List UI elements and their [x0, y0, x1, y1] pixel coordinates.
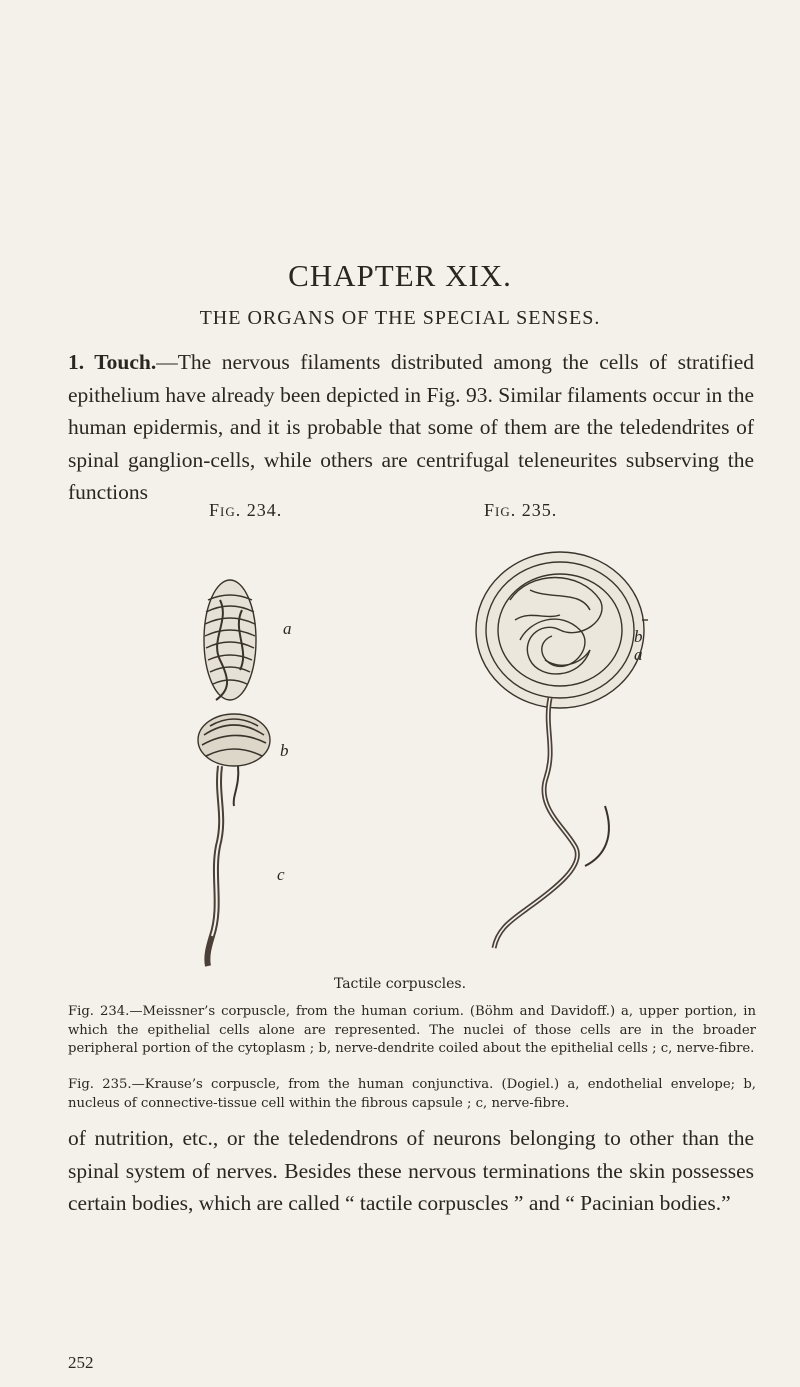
fig234-label-a: a	[283, 619, 292, 638]
fig234-label-b: b	[280, 741, 289, 760]
caption-fig-235: Fig. 235.—Krause’s corpuscle, from the human conjunctiva. (Dogiel.) a, endothelial envelope; b, nucleus of connective-tissue cell within the fibrous capsule ; c, nerve-fibre.	[68, 1077, 756, 1111]
fig235-label-a: a	[634, 645, 643, 664]
paragraph-touch	[68, 346, 754, 509]
paragraph-continuation: of nutrition, etc., or the teledendrons of neurons belonging to other than the spinal system of nerves. Besides these nervous terminations the skin possesses certain bodies, which are called “ tactile corpuscles ” and “ Pacinian bodies.”	[68, 1126, 754, 1215]
fig234-label-c: c	[277, 865, 285, 884]
paragraph-lead: 1. Touch.	[68, 350, 157, 374]
section-title: THE ORGANS OF THE SPECIAL SENSES.	[199, 307, 601, 329]
fig235-label-b: b	[634, 627, 643, 646]
page-number: 252	[68, 1353, 94, 1372]
chapter-heading: CHAPTER XIX.	[288, 258, 512, 293]
figure-235-label: Fig. 235.	[484, 500, 558, 520]
figure-234-meissner-corpuscle	[198, 580, 292, 966]
caption-fig-234: Fig. 234.—Meissner’s corpuscle, from the human corium. (Böhm and Davidoff.) a, upper portion, in which the epithelial cells alone are represented. The nuclei of those cells are in the broader peripheral portion of the cytoplasm ; b, nerve-dendrite coiled about the epithelial cells ; c, nerve-fibre.	[68, 1004, 756, 1056]
figure-common-title: Tactile corpuscles.	[333, 976, 467, 992]
figures-illustration	[150, 530, 650, 970]
paragraph-text: —The nervous filaments distributed among the cells of stratified epithelium have already been depicted in Fig. 93. Similar filaments occur in the human epidermis, and it is probable that some of them are the teledendrites of spinal ganglion-cells, while others are centrifugal teleneurites subserving the functions	[68, 350, 754, 504]
figure-234-label: Fig. 234.	[209, 500, 283, 520]
figure-235-krause-corpuscle	[476, 552, 648, 948]
